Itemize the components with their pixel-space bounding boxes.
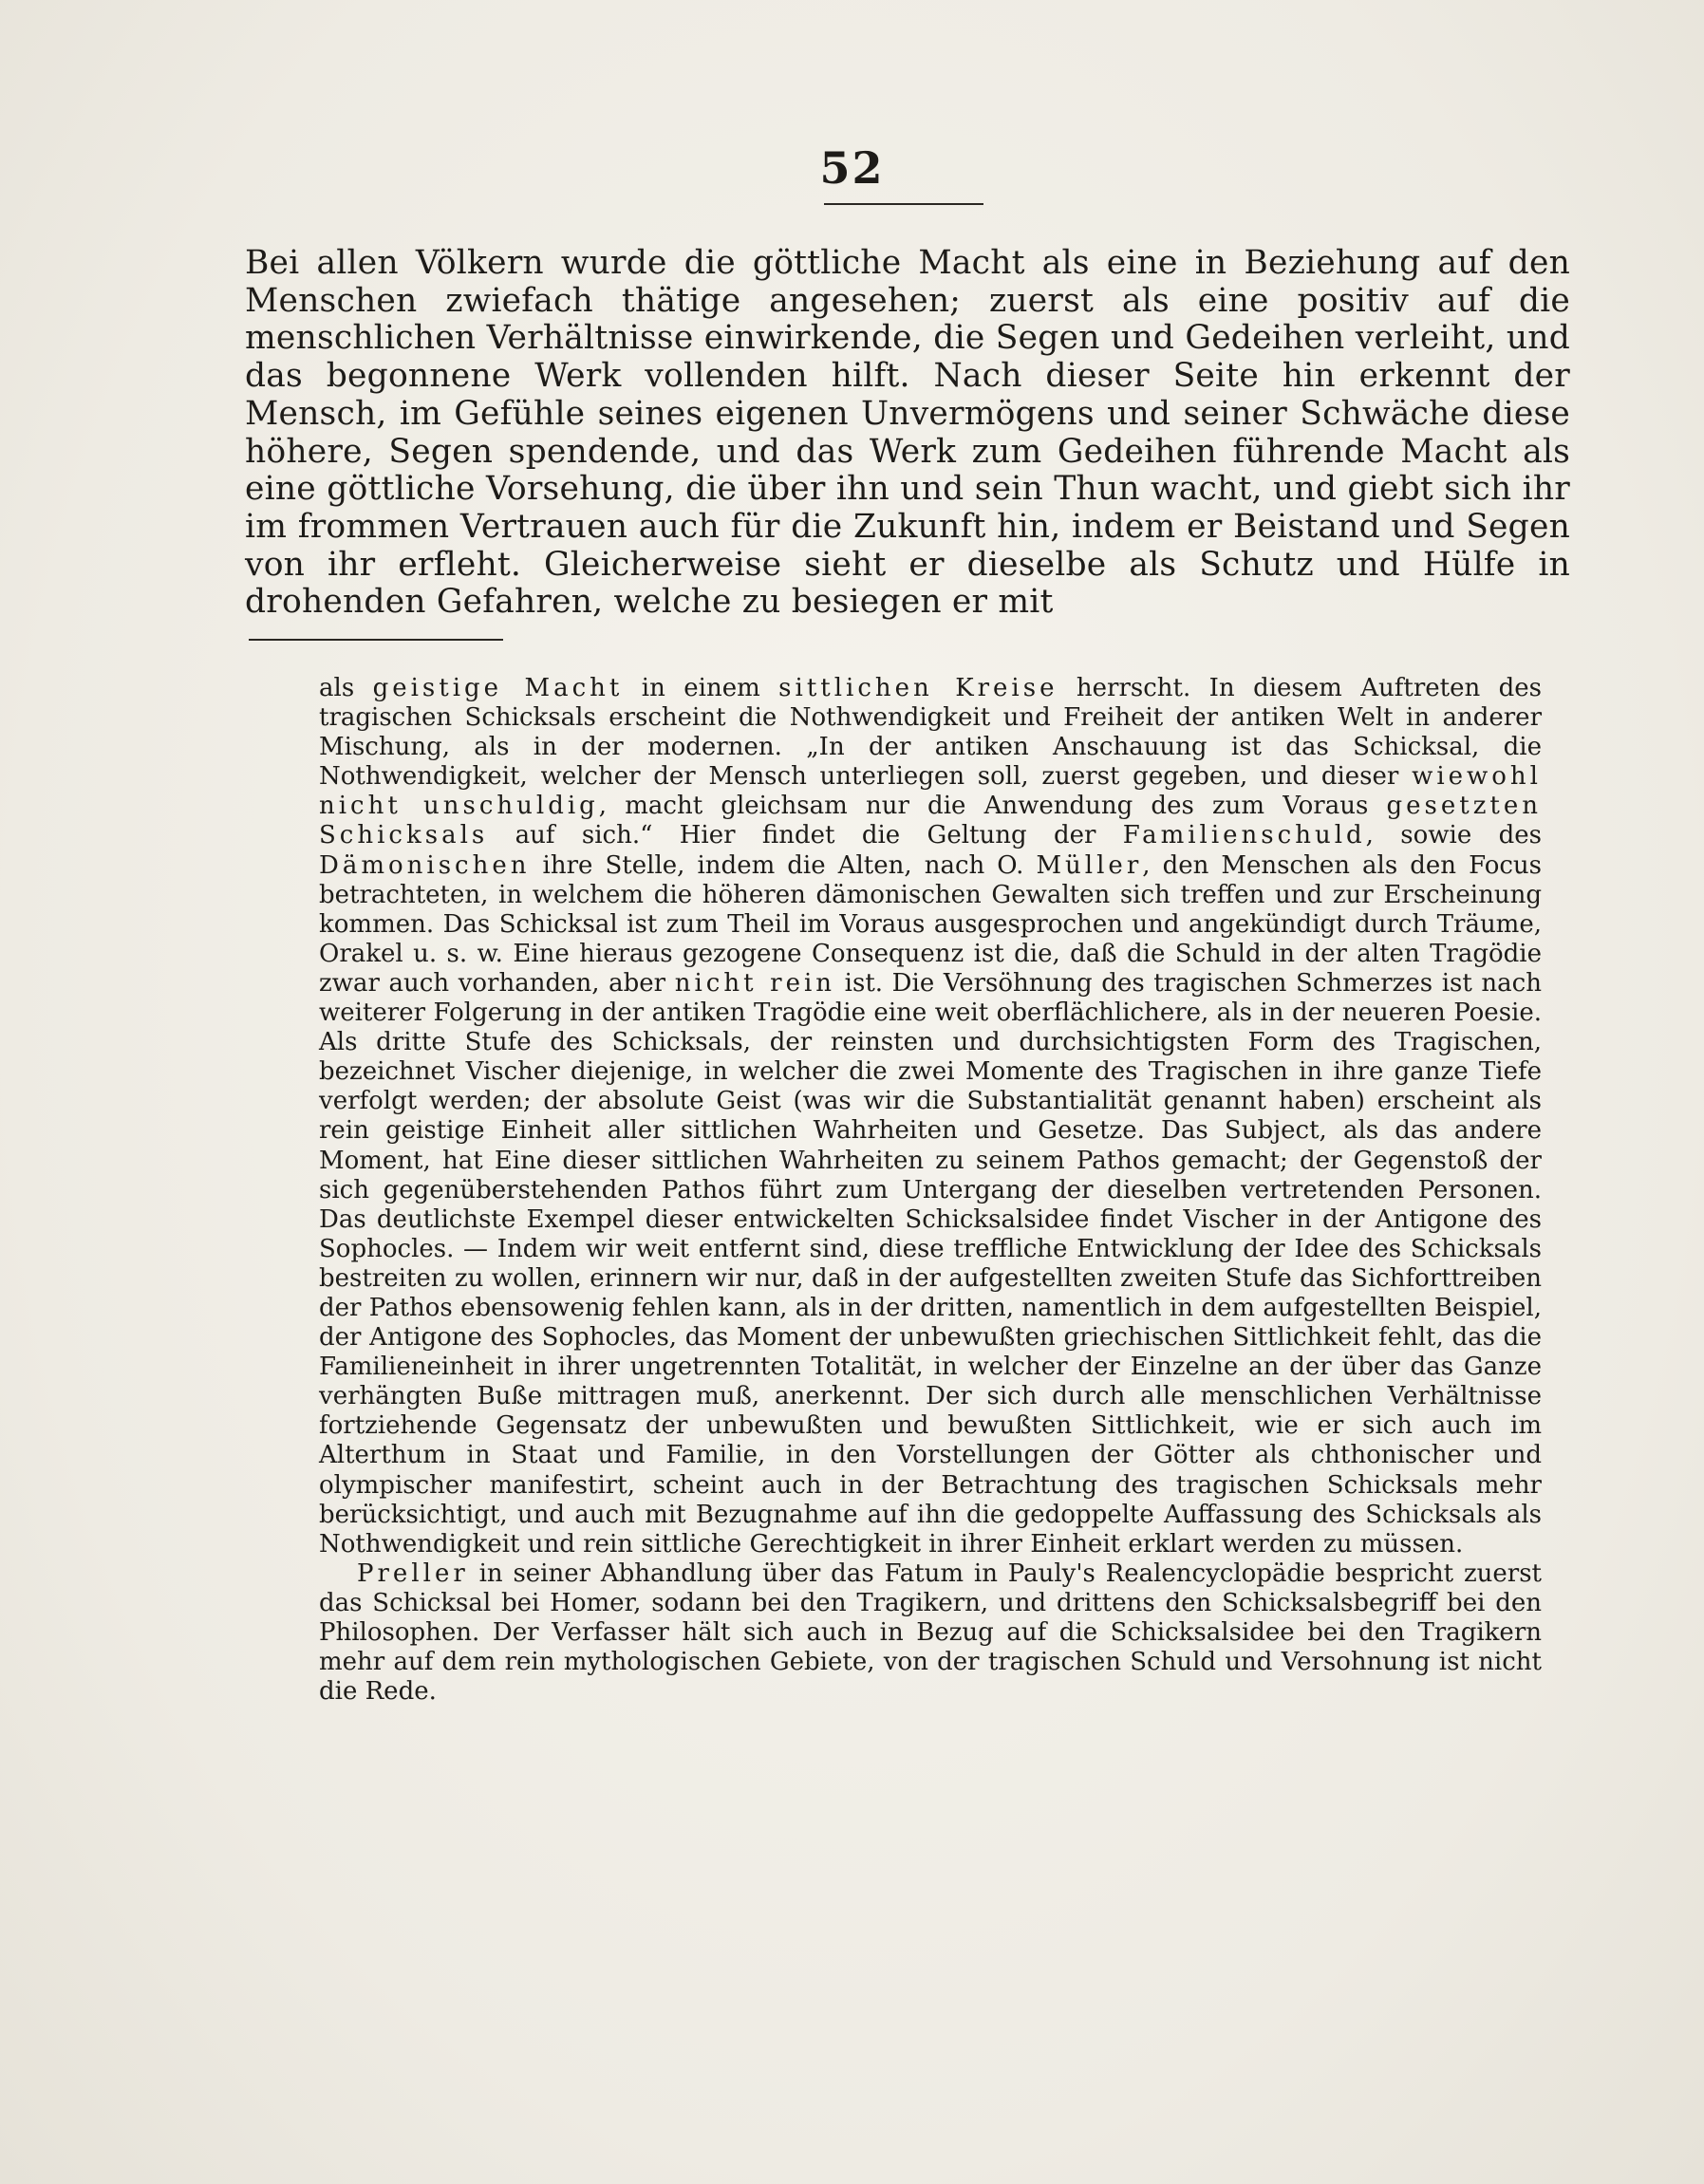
emphasized-text: sittlichen Kreise (778, 674, 1058, 702)
footnote-paragraph-1 (319, 674, 1542, 1559)
emphasized-text: wiewohl nicht unschuldig (319, 762, 1542, 821)
footnote-text: auf sich.“ Hier findet die Geltung der (488, 821, 1123, 850)
footnote (319, 674, 1542, 1707)
footnote-text: herrscht. In diesem Auftreten des tragischen Schicksals erscheint die Nothwendigkeit und Freiheit der antiken Welt in anderer Mischung, als in der modernen. „In der antiken Anschauung ist das Schicksal, die Nothwendigkeit, welcher der Mensch unterliegen soll, zuerst gegeben, und dieser (319, 674, 1543, 792)
footnote-text: als (319, 674, 373, 702)
emphasized-text: gesetzten Schicksals (319, 792, 1542, 850)
footnote-text: , den Menschen als den Focus betrachteten, in welchem die höheren dämonischen Gewalten sich treffen und zur Erscheinung kommen. Das Schicksal ist zum Theil im Voraus ausgesprochen und angekündigt durch Träume, Orakel u. s. w. Eine hieraus gezogene Consequenz ist die, daß die Schuld in der alten Tragödie zwar auch vorhanden, aber (319, 850, 1542, 998)
footnote-text: ist. Die Versöhnung des tragischen Schmerzes ist nach weiterer Folgerung in der antiken Tragödie eine weit oberflächlichere, als in der neueren Poesie. Als dritte Stufe des Schicksals, der reinsten und durchsichtigsten Form des Tragischen, bezeichnet Vischer diejenige, in welcher die zwei Momente des Tragischen in ihre ganze Tiefe verfolgt werden; der absolute Geist (was wir die Substantialität genannt haben) erscheint als rein geistige Einheit aller sittlichen Wahrheiten und Gesetze. Das Subject, als das andere Moment, hat Eine dieser sittlichen Wahrheiten zu seinem Pathos gemacht; der Gegenstoß der sich gegenüberstehenden Pathos führt zum Untergang der dieselben vertretenden Personen. Das deutlichste Exempel dieser entwickelten Schicksalsidee findet Vischer in der Antigone des Sophocles. — Indem wir weit entfernt sind, diese treffliche Entwicklung der Idee des Schicksals bestreiten zu wollen, erinnern wir nur, daß in der aufgestellten zweiten Stufe das Sichforttreiben der Pathos ebensowenig fehlen kann, als in der dritten, namentlich in dem aufgestellten Beispiel, der Antigone des Sophocles, das Moment der unbewußten griechischen Sittlichkeit fehlt, das die Familieneinheit in ihrer ungetrennten Totalität, in welcher der Einzelne an der über das Ganze verhängten Buße mittragen muß, anerkennt. Der sich durch alle menschlichen Verhältnisse fortziehende Gegensatz der unbewußten und bewußten Sittlichkeit, wie er sich auch im Alterthum in Staat und Familie, in den Vorstellungen der Götter als chthonischer und olympischer manifestirt, scheint auch in der Betrachtung des tragischen Schicksals mehr berücksichtigt, und auch mit Bezugnahme auf ihn die gedoppelte Auffassung des Schicksals als Nothwendigkeit und rein sittliche Gerechtigkeit in ihrer Einheit erklart werden zu müssen. (319, 968, 1542, 1559)
footnote-paragraph-2 (319, 1559, 1542, 1707)
emphasized-text: Familienschuld (1122, 821, 1366, 850)
footnote-separator (249, 639, 503, 641)
emphasized-text: Dämonischen (319, 850, 531, 880)
footnote-text: ihre Stelle, indem die Alten, nach O. (530, 850, 1037, 880)
emphasized-text: geistige Macht (372, 674, 624, 702)
footnote-text: , sowie des (1365, 821, 1542, 850)
footnote-text: in einem (623, 674, 779, 702)
page-number-underline (824, 203, 983, 205)
page-number: 52 (819, 142, 885, 194)
emphasized-text: Preller (357, 1559, 469, 1588)
emphasized-text: Müller (1036, 850, 1143, 880)
main-paragraph: Bei allen Völkern wurde die göttliche Macht als eine in Beziehung auf den Menschen zwiefach thätige angesehen; zuerst als eine positiv auf die menschlichen Verhältnisse einwirkende, die Segen und Gedeihen verleiht, und das begonnene Werk vollenden hilft. Nach dieser Seite hin erkennt der Mensch, im Gefühle seines eigenen Unvermögens und seiner Schwäche diese höhere, Segen spendende, und das Werk zum Gedeihen führende Macht als eine göttliche Vorsehung, die über ihn und sein Thun wacht, und giebt sich ihr im frommen Vertrauen auch für die Zukunft hin, indem er Beistand und Segen von ihr erfleht. Gleicherweise sieht er dieselbe als Schutz und Hülfe in drohenden Gefahren, welche zu besiegen er mit (245, 244, 1570, 622)
footnote-text: , macht gleichsam nur die Anwendung des zum Voraus (598, 792, 1387, 821)
footnote-text: in seiner Abhandlung über das Fatum in Pauly's Realencyclopädie bespricht zuerst das Schicksal bei Homer, sodann bei den Tragikern, und drittens den Schicksalsbegriff bei den Philosophen. Der Verfasser hält sich auch in Bezug auf die Schicksalsidee bei den Tragikern mehr auf dem rein mythologischen Gebiete, von der tragischen Schuld und Versohnung ist nicht die Rede. (319, 1559, 1542, 1707)
emphasized-text: nicht rein (674, 968, 836, 998)
